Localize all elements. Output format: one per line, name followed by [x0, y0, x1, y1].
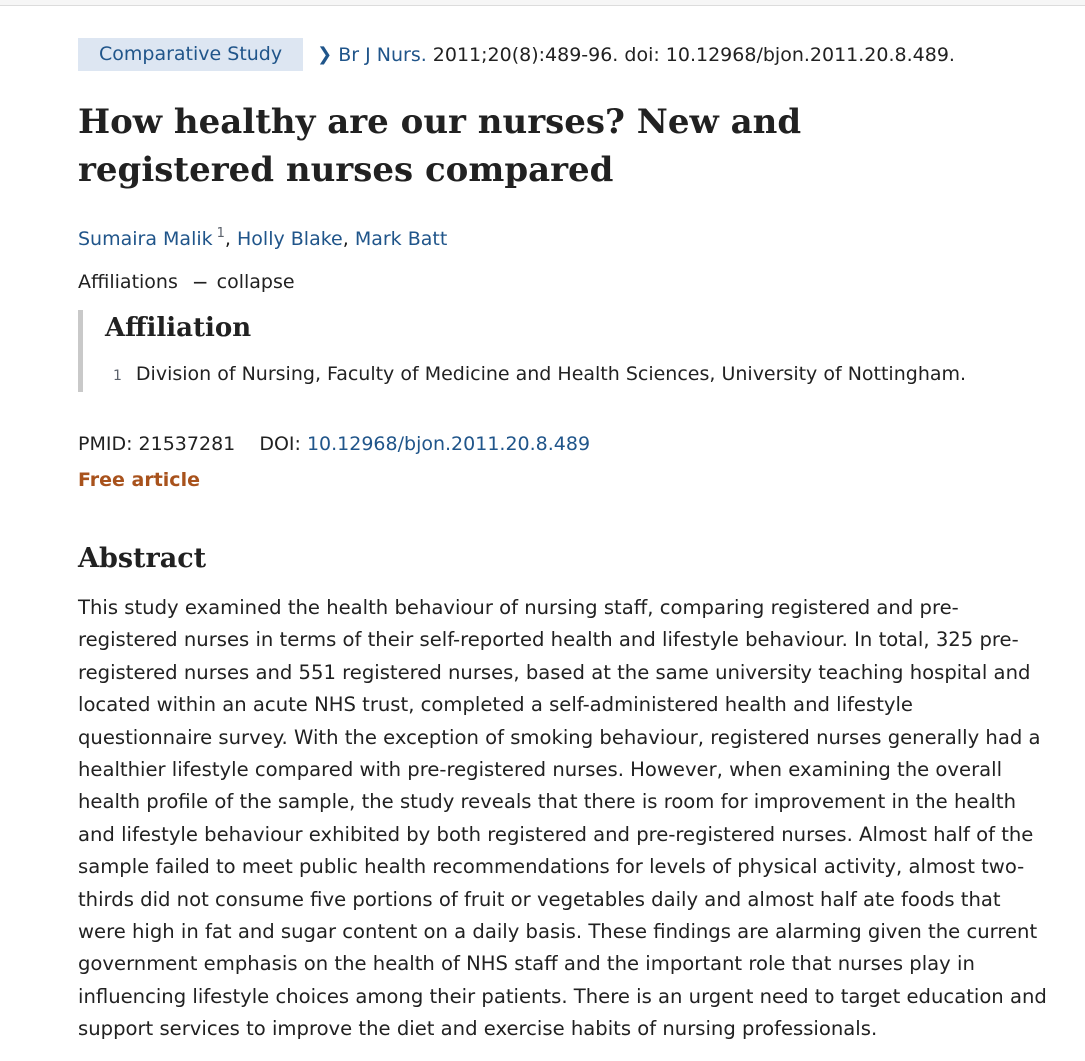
- abstract-text: This study examined the health behaviour of nursing staff, comparing registered and pre-registered nurses in terms of their self-reported health and lifestyle behaviour. In total, 325 pre-registered nurses and 551 registered nurses, based at the same university teaching hospital and located within an acute NHS trust, completed a self-administered health and lifestyle questionnaire survey. With the exception of smoking behaviour, registered nurses generally had a healthier lifestyle compared with pre-registered nurses. However, when examining the overall health profile of the sample, the study reveals that there is room for improvement in the health and lifestyle behaviour exhibited by both registered and pre-registered nurses. Almost half of the sample failed to meet public health recommendations for levels of physical activity, almost two-thirds did not consume five portions of fruit or vegetables daily and almost half ate foods that were high in fat and sugar content on a daily basis. These findings are alarming given the current government emphasis on the health of NHS staff and the important role that nurses play in influencing lifestyle choices among their patients. There is an urgent need to target education and support services to improve the diet and exercise habits of nursing professionals.: [78, 596, 1047, 1041]
- article-identifiers: [78, 430, 1053, 458]
- author-affiliation-ref[interactable]: 1: [216, 226, 225, 241]
- citation-text: 2011;20(8):489-96. doi: 10.12968/bjon.2011.20.8.489.: [432, 43, 955, 66]
- affiliation-number: 1: [113, 368, 122, 384]
- publication-type-tag[interactable]: Comparative Study: [78, 38, 303, 71]
- affiliations-panel: [78, 310, 1053, 392]
- authors-list: Sumaira Malik $^1$, Holly Blake, Mark Batt: [78, 226, 448, 250]
- affiliations-label: Affiliations: [78, 271, 178, 293]
- author-link[interactable]: Sumaira Malik: [78, 228, 213, 250]
- journal-link[interactable]: Br J Nurs.: [338, 43, 427, 66]
- affiliations-toggle[interactable]: [78, 268, 1053, 296]
- collapse-label: collapse: [216, 271, 295, 293]
- doi-link[interactable]: 10.12968/bjon.2011.20.8.489: [306, 433, 591, 455]
- affiliation-heading: Affiliation: [105, 313, 252, 343]
- collapse-icon: −: [191, 270, 209, 294]
- chevron-right-icon[interactable]: ❯: [317, 44, 333, 65]
- abstract-heading: Abstract: [78, 543, 207, 574]
- article-citation-row: [78, 38, 1053, 71]
- affiliation-item: [105, 360, 1053, 390]
- pmid-label: PMID:: [78, 433, 133, 455]
- free-article-badge: Free article: [78, 469, 200, 491]
- pmid-value: 21537281: [138, 433, 236, 455]
- affiliation-text: Division of Nursing, Faculty of Medicine and Health Sciences, University of Nottingham.: [135, 363, 967, 385]
- doi-label: DOI:: [259, 433, 301, 455]
- author-link[interactable]: Holly Blake: [237, 228, 343, 250]
- article-title: How healthy are our nurses? New and registered nurses compared: [78, 102, 802, 190]
- author-link[interactable]: Mark Batt: [354, 228, 448, 250]
- top-border: [0, 0, 1085, 6]
- article-page: [78, 38, 1053, 1046]
- citation: [317, 44, 955, 66]
